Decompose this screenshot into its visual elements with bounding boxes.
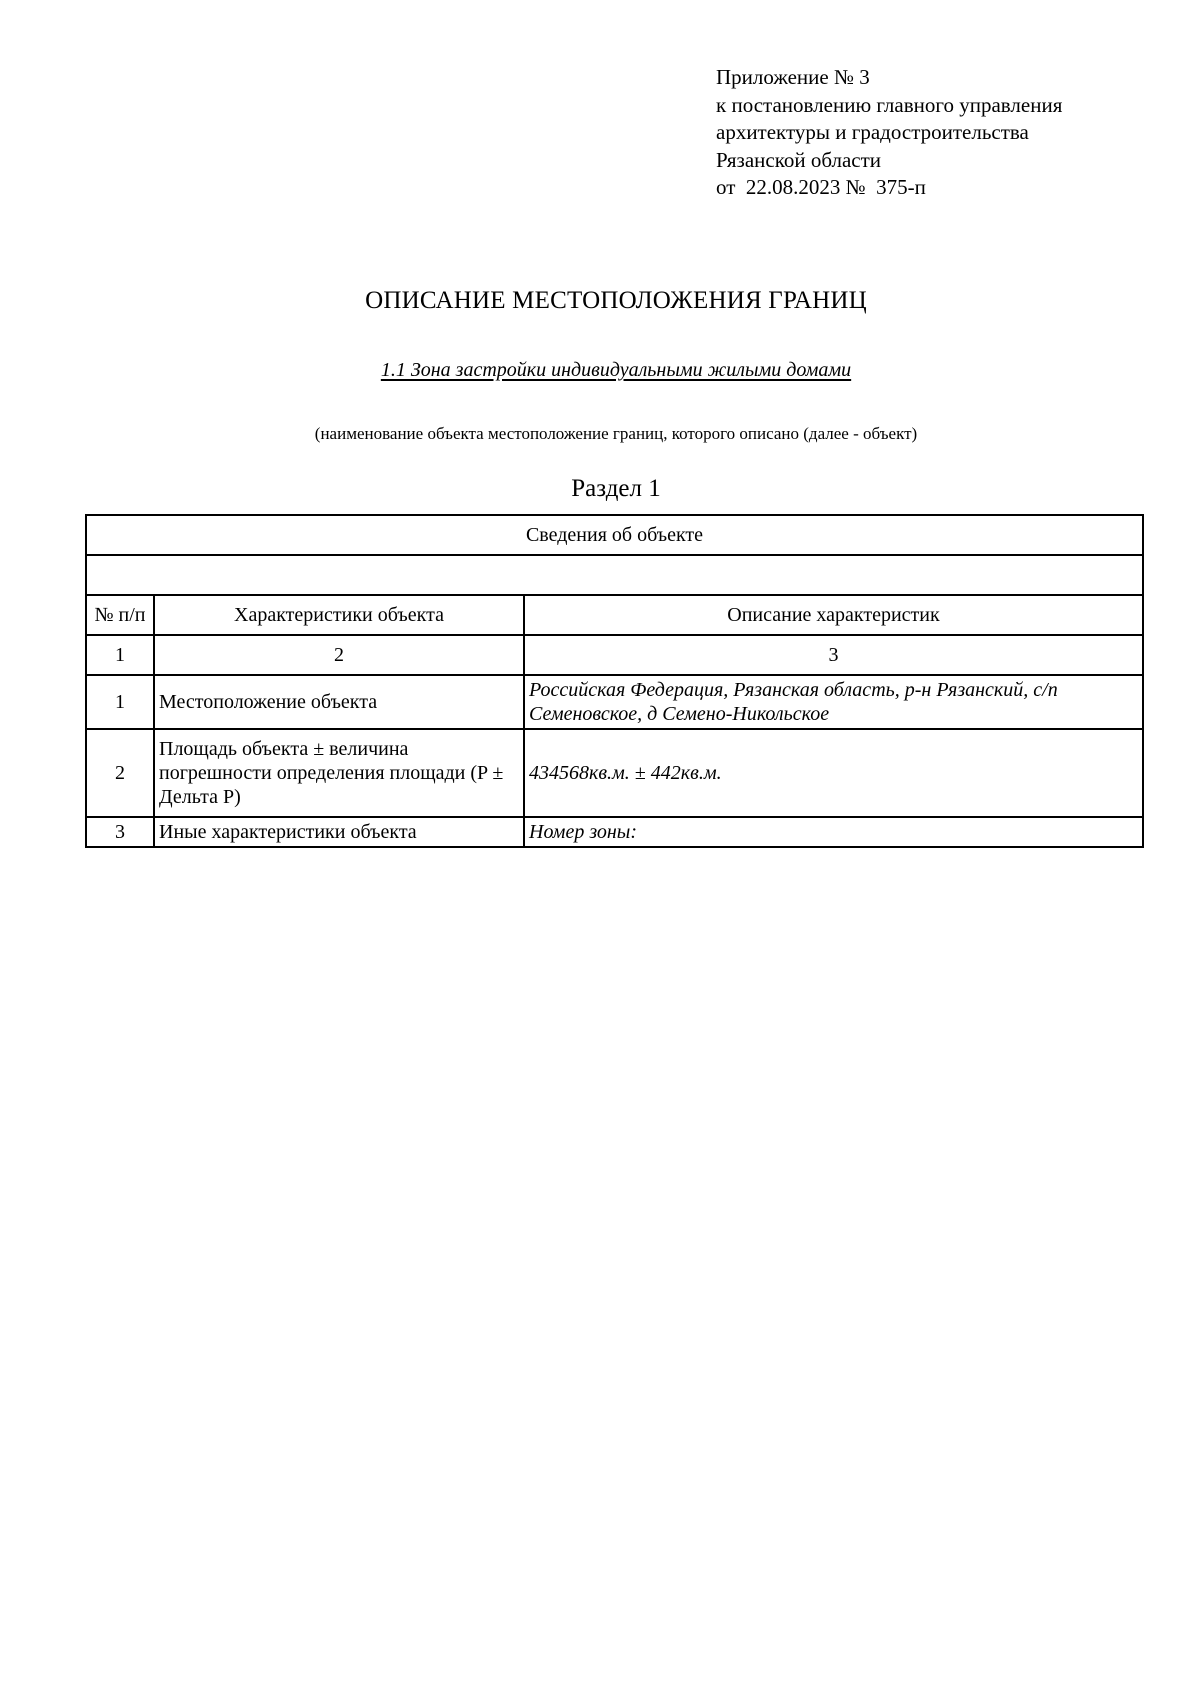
object-info-table	[85, 514, 1144, 848]
row-characteristic: Местоположение объекта	[154, 675, 524, 729]
column-number: 2	[154, 635, 524, 675]
appendix-line: Рязанской области	[716, 147, 882, 172]
row-description: 434568кв.м. ± 442кв.м.	[524, 729, 1143, 817]
appendix-block	[716, 64, 1062, 202]
table-empty-row	[86, 555, 1143, 595]
appendix-line: Приложение № 3	[716, 65, 870, 89]
table-column-numbers	[86, 635, 1143, 675]
object-name	[0, 359, 1200, 382]
column-number: 1	[86, 635, 154, 675]
table-row	[86, 817, 1143, 847]
row-characteristic: Иные характеристики объекта	[154, 817, 524, 847]
table-header: Сведения об объекте	[86, 515, 1143, 555]
section-title: Раздел 1	[571, 475, 661, 502]
row-characteristic: Площадь объекта ± величина погрешности определения площади (P ± Дельта P)	[154, 729, 524, 817]
appendix-line: архитектуры и градостроительства	[716, 120, 1029, 144]
appendix-date-line: от 22.08.2023 № 375-п	[716, 175, 926, 199]
row-description: Российская Федерация, Рязанская область, р-н Рязанский, с/п Семеновское, д Семено-Никольское	[524, 675, 1143, 729]
row-number: 2	[86, 729, 154, 817]
document-title: ОПИСАНИЕ МЕСТОПОЛОЖЕНИЯ ГРАНИЦ	[365, 287, 867, 314]
column-number: 3	[524, 635, 1143, 675]
table-row	[86, 729, 1143, 817]
appendix-line: к постановлению главного управления	[716, 92, 1063, 117]
table-row	[86, 675, 1143, 729]
table-empty-cell	[86, 555, 1143, 595]
row-number: 1	[86, 675, 154, 729]
column-header-description: Описание характеристик	[524, 595, 1143, 635]
table-header-row	[86, 515, 1143, 555]
row-description: Номер зоны:	[524, 817, 1143, 847]
object-name-caption: (наименование объекта местоположение границ, которого описано (далее - объект)	[314, 424, 918, 443]
column-header-characteristic: Характеристики объекта	[154, 595, 524, 635]
object-name-text: 1.1 Зона застройки индивидуальными жилыми домами	[380, 359, 852, 381]
table-column-headers	[86, 595, 1143, 635]
row-number: 3	[86, 817, 154, 847]
column-header-num: № п/п	[86, 595, 154, 635]
